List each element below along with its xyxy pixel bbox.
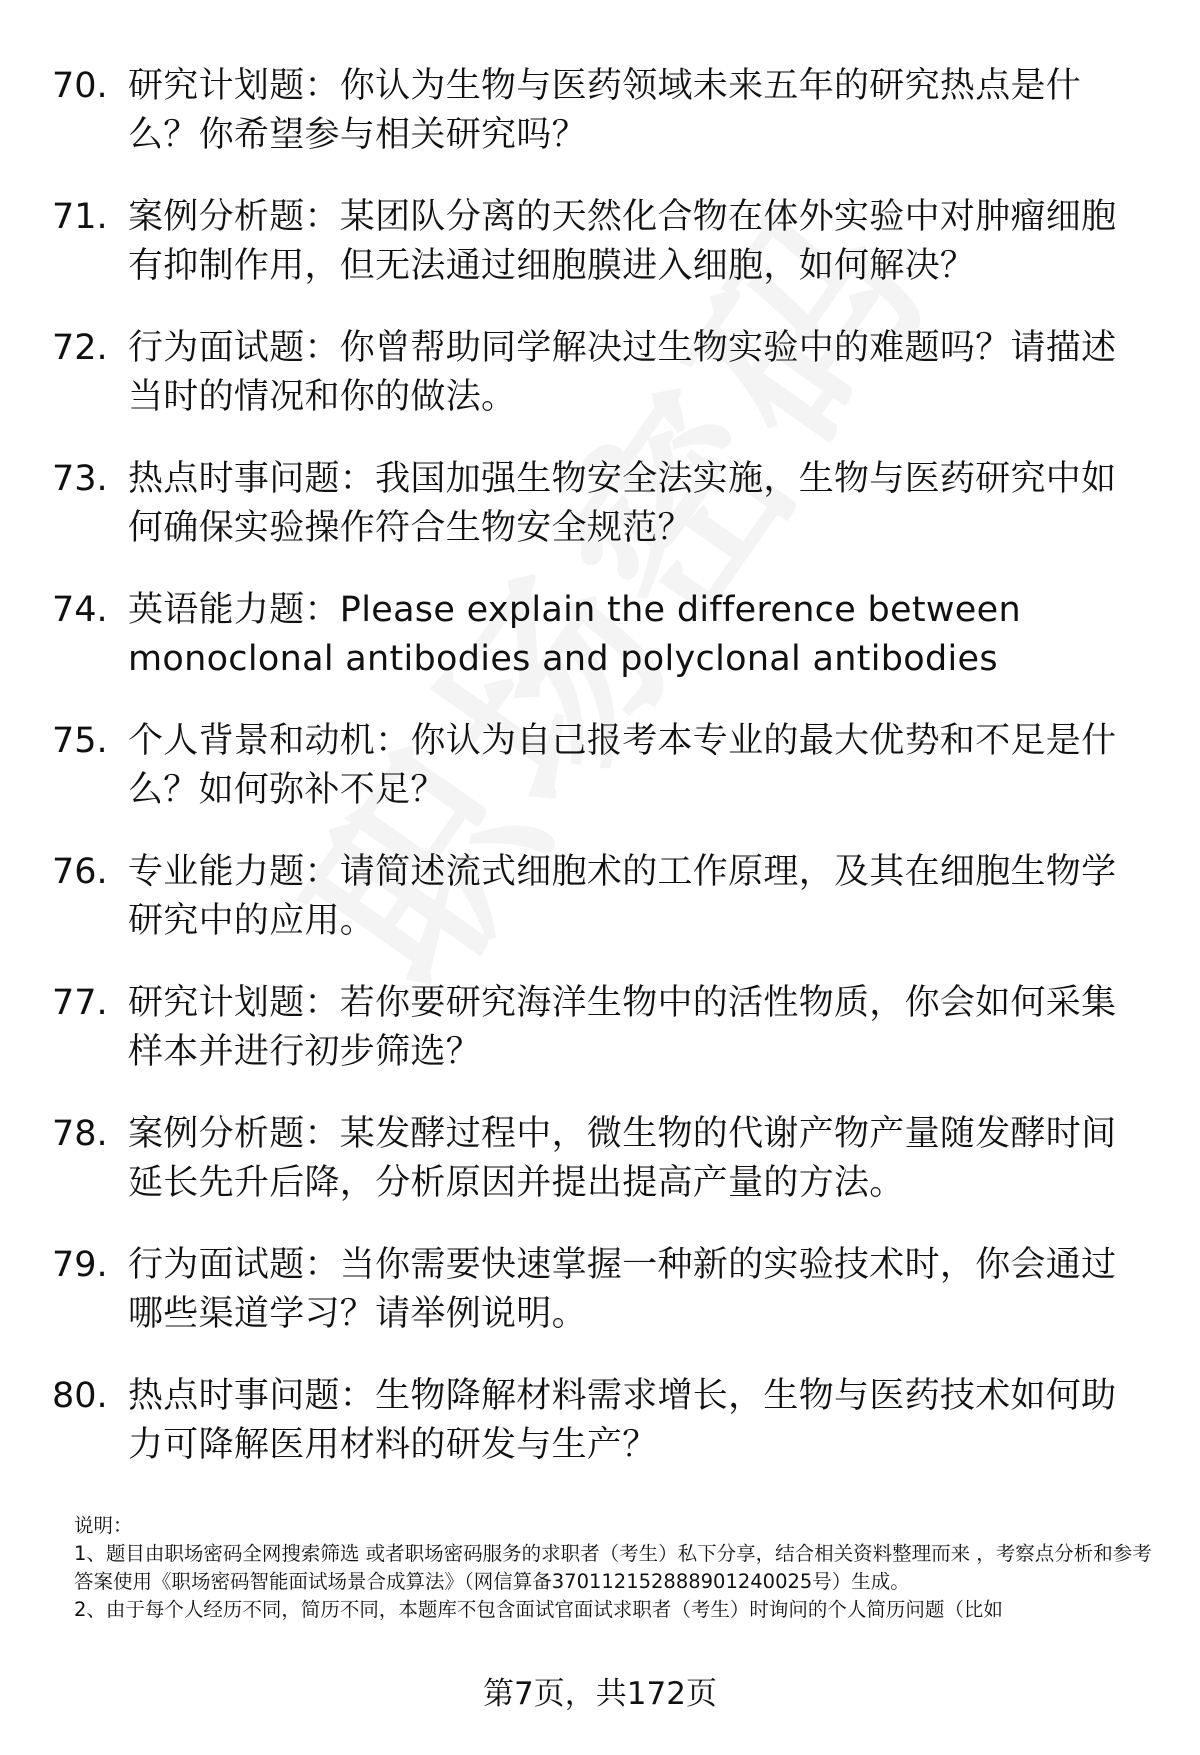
question-item [0,62,1200,160]
notes-section [74,1512,1154,1624]
question-text: 行为面试题：当你需要快速掌握一种新的实验技术时，你会通过哪些渠道学习？请举例说明。 [128,1245,1117,1334]
question-item [0,717,1200,815]
question-item [0,1372,1200,1470]
question-item [0,1110,1200,1208]
question-item [0,193,1200,291]
question-number: 78. [52,1114,108,1154]
question-item [0,586,1200,684]
question-text: 热点时事问题：我国加强生物安全法实施，生物与医药研究中如何确保实验操作符合生物安全规范？ [128,459,1117,548]
question-text: 研究计划题：你认为生物与医药领域未来五年的研究热点是什么？你希望参与相关研究吗？ [128,66,1082,155]
question-text: 个人背景和动机：你认为自己报考本专业的最大优势和不足是什么？如何弥补不足？ [128,721,1117,810]
question-text: 案例分析题：某团队分离的天然化合物在体外实验中对肿瘤细胞有抑制作用，但无法通过细胞膜进入细胞，如何解决？ [128,197,1117,286]
question-item [0,324,1200,422]
question-number: 77. [52,983,108,1023]
question-item [0,979,1200,1077]
question-list [0,62,1200,1503]
question-text: 案例分析题：某发酵过程中，微生物的代谢产物产量随发酵时间延长先升后降，分析原因并提出提高产量的方法。 [128,1114,1117,1203]
question-text: 专业能力题：请简述流式细胞术的工作原理，及其在细胞生物学研究中的应用。 [128,852,1117,941]
question-number: 74. [52,590,108,630]
question-text: 热点时事问题：生物降解材料需求增长，生物与医药技术如何助力可降解医用材料的研发与生产？ [128,1376,1117,1465]
question-text: 行为面试题：你曾帮助同学解决过生物实验中的难题吗？请描述当时的情况和你的做法。 [128,328,1117,417]
question-number: 76. [52,852,108,892]
question-item [0,455,1200,553]
question-item [0,1241,1200,1339]
question-number: 72. [52,328,108,368]
page-number: 第7页，共172页 [483,1676,717,1712]
question-text: 研究计划题：若你要研究海洋生物中的活性物质，你会如何采集样本并进行初步筛选？ [128,983,1117,1072]
note-item: 1、题目由职场密码全网搜索筛选 或者职场密码服务的求职者（考生）私下分享，结合相关资料整理而来 ，考察点分析和参考答案使用《职场密码智能面试场景合成算法》（网信算备370112152888901240025号）生成。 [74,1542,1152,1593]
question-number: 79. [52,1245,108,1285]
question-number: 80. [52,1376,108,1416]
question-number: 70. [52,66,108,106]
question-number: 73. [52,459,108,499]
question-number: 71. [52,197,108,237]
question-item [0,848,1200,946]
notes-title: 说明： [74,1514,133,1537]
note-item: 2、由于每个人经历不同，简历不同，本题库不包含面试官面试求职者（考生）时询问的个人简历问题（比如 [74,1598,1003,1621]
question-text: 英语能力题：Please explain the difference between monoclonal antibodies and polyclonal antibodies [128,590,1021,679]
question-number: 75. [52,721,108,761]
